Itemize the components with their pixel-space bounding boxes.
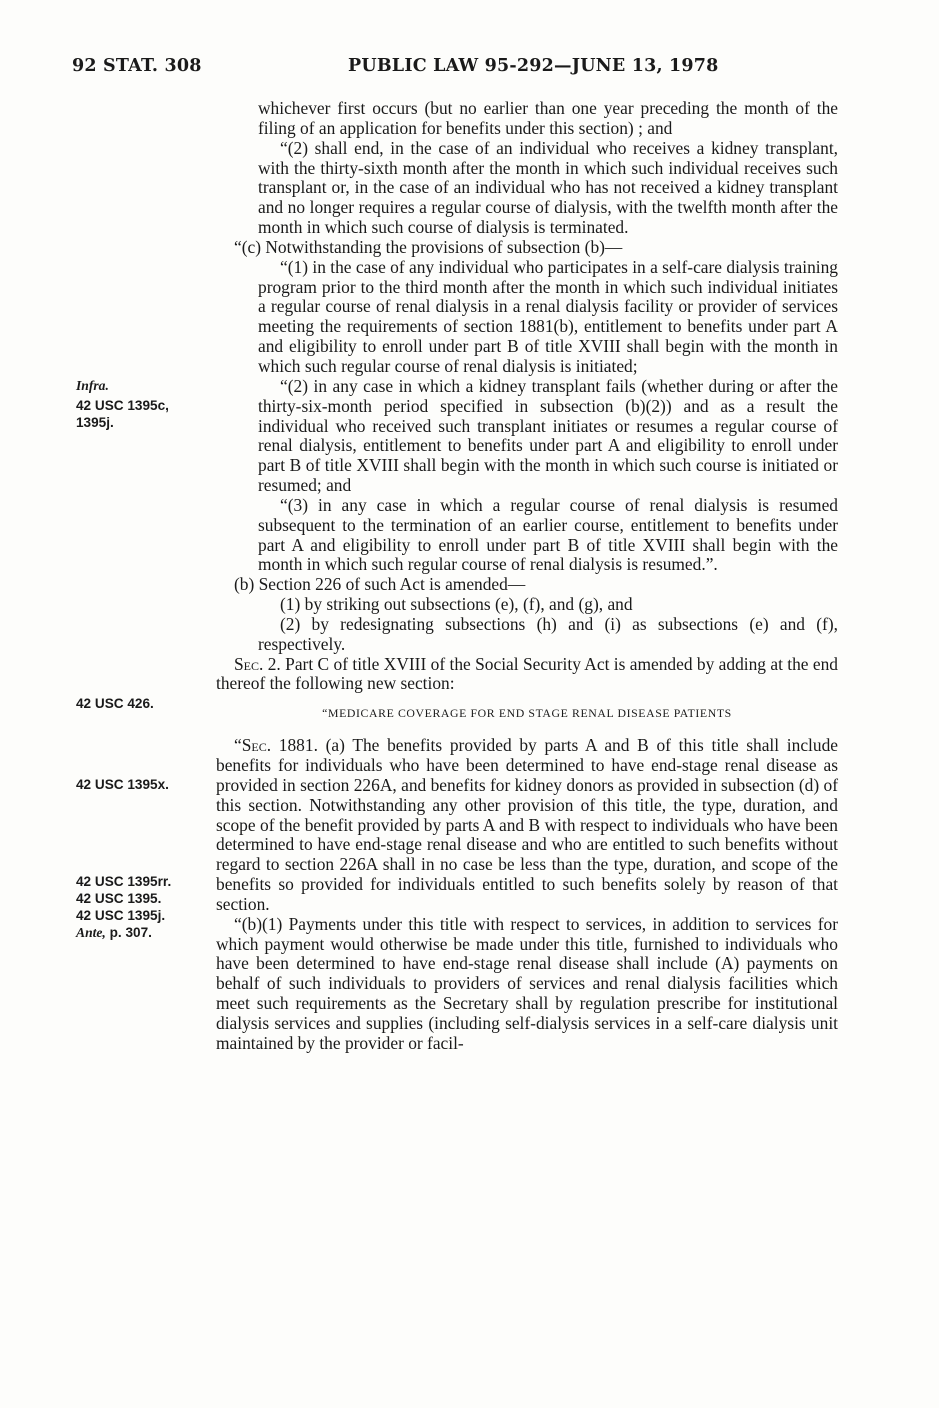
margin-note-usc-1395j: 1395j.	[76, 415, 114, 430]
paragraph: whichever first occurs (but no earlier than one year preceding the month of the filing of an application for benefits under this section) ; and	[258, 98, 838, 138]
margin-note-usc-1395c: 42 USC 1395c,	[76, 398, 169, 413]
paragraph: “(1) in the case of any individual who participates in a self-care dialysis training program prior to the third month after the month in which such individual initiates a regular course of renal dialysis in a renal dialysis facility or provider of services meeting the requirements of section 1881(b), entitlement to benefits under part A and eligibility to enroll under part B of title XVIII shall begin with the month in which such regular course of renal dialysis is initiated;	[258, 256, 838, 376]
margin-note-usc-1395x: 42 USC 1395x.	[76, 777, 169, 792]
margin-note-usc-1395rr: 42 USC 1395rr.	[76, 874, 172, 889]
margin-note-ante: Ante, p. 307.	[76, 925, 152, 940]
section-1881: “Sec. 1881. (a) The benefits provided by parts A and B of this title shall include benefits for individuals who have been determined to have end-stage renal disease as provided in section 226A, and benefits for kidney donors as provided in subsection (d) of this section. Notwithstanding any other provision of this title, the type, duration, and scope of the benefit provided by parts A and B with respect to individuals who have been determined to have end-stage renal disease and who are entitled to such benefits without regard to section 226A shall in no case be less than the type, duration, and scope of the benefits so provided for individuals entitled to such benefits solely by reason of that section.	[216, 735, 838, 914]
paragraph: “(2) shall end, in the case of an individual who receives a kidney transplant, with the thirty-sixth month after the month in which such individual receives such transplant or, in the case of an individual who has not received a kidney transplant and no longer requires a regular course of dialysis, with the twelfth month after the month in which such course of dialysis is terminated.	[258, 137, 838, 238]
margin-note-infra: Infra.	[76, 378, 109, 393]
page-header	[72, 56, 852, 82]
statute-page-number: 92 STAT. 308	[72, 56, 202, 76]
margin-note-usc-1395j-b: 42 USC 1395j.	[76, 908, 166, 923]
subsection-b: (b) Section 226 of such Act is amended—	[234, 574, 526, 595]
paragraph: “(2) in any case in which a kidney transplant fails (whether during or after the thirty-six-month period specified in subsection (b)(2)) and as a result the individual who received such transplant initiates or resumes a regular course of renal dialysis, entitlement to benefits under part A and eligibility to enroll under part B of title XVIII shall begin with the month in which such course is initiated or resumed; and	[258, 375, 838, 496]
paragraph: “(b)(1) Payments under this title with respect to services, in addition to services for which payment would otherwise be made under this title, furnished to individuals who have been determined to have end-stage renal disease shall include (A) payments on behalf of such individuals to providers of services and renal dialysis facilities which meet such requirements as the Secretary shall by regulation prescribe for institutional dialysis services and supplies (including self-dialysis services in a self-care dialysis unit maintained by the provider or facil-	[216, 913, 838, 1053]
paragraph: (2) by redesignating subsections (h) and (i) as subsections (e) and (f), respectively.	[258, 613, 838, 654]
section-heading: “MEDICARE COVERAGE FOR END STAGE RENAL DISEASE PATIENTS	[322, 706, 732, 721]
paragraph: “(3) in any case in which a regular course of renal dialysis is resumed subsequent to the termination of an earlier course, entitlement to benefits under part A and eligibility to enroll under part B of title XVIII shall begin with the month in which such regular course of renal dialysis is resumed.”.	[258, 494, 838, 575]
subsection-c: “(c) Notwithstanding the provisions of subsection (b)—	[234, 236, 623, 257]
statute-body	[216, 99, 838, 1054]
running-title: PUBLIC LAW 95-292—JUNE 13, 1978	[348, 56, 719, 76]
margin-note-usc-1395: 42 USC 1395.	[76, 891, 162, 906]
margin-note-usc-426: 42 USC 426.	[76, 696, 154, 711]
section-2: Sec. 2. Part C of title XVIII of the Social Security Act is amended by adding at the end thereof the following new section:	[216, 653, 838, 694]
paragraph: (1) by striking out subsections (e), (f), and (g), and	[280, 594, 633, 615]
